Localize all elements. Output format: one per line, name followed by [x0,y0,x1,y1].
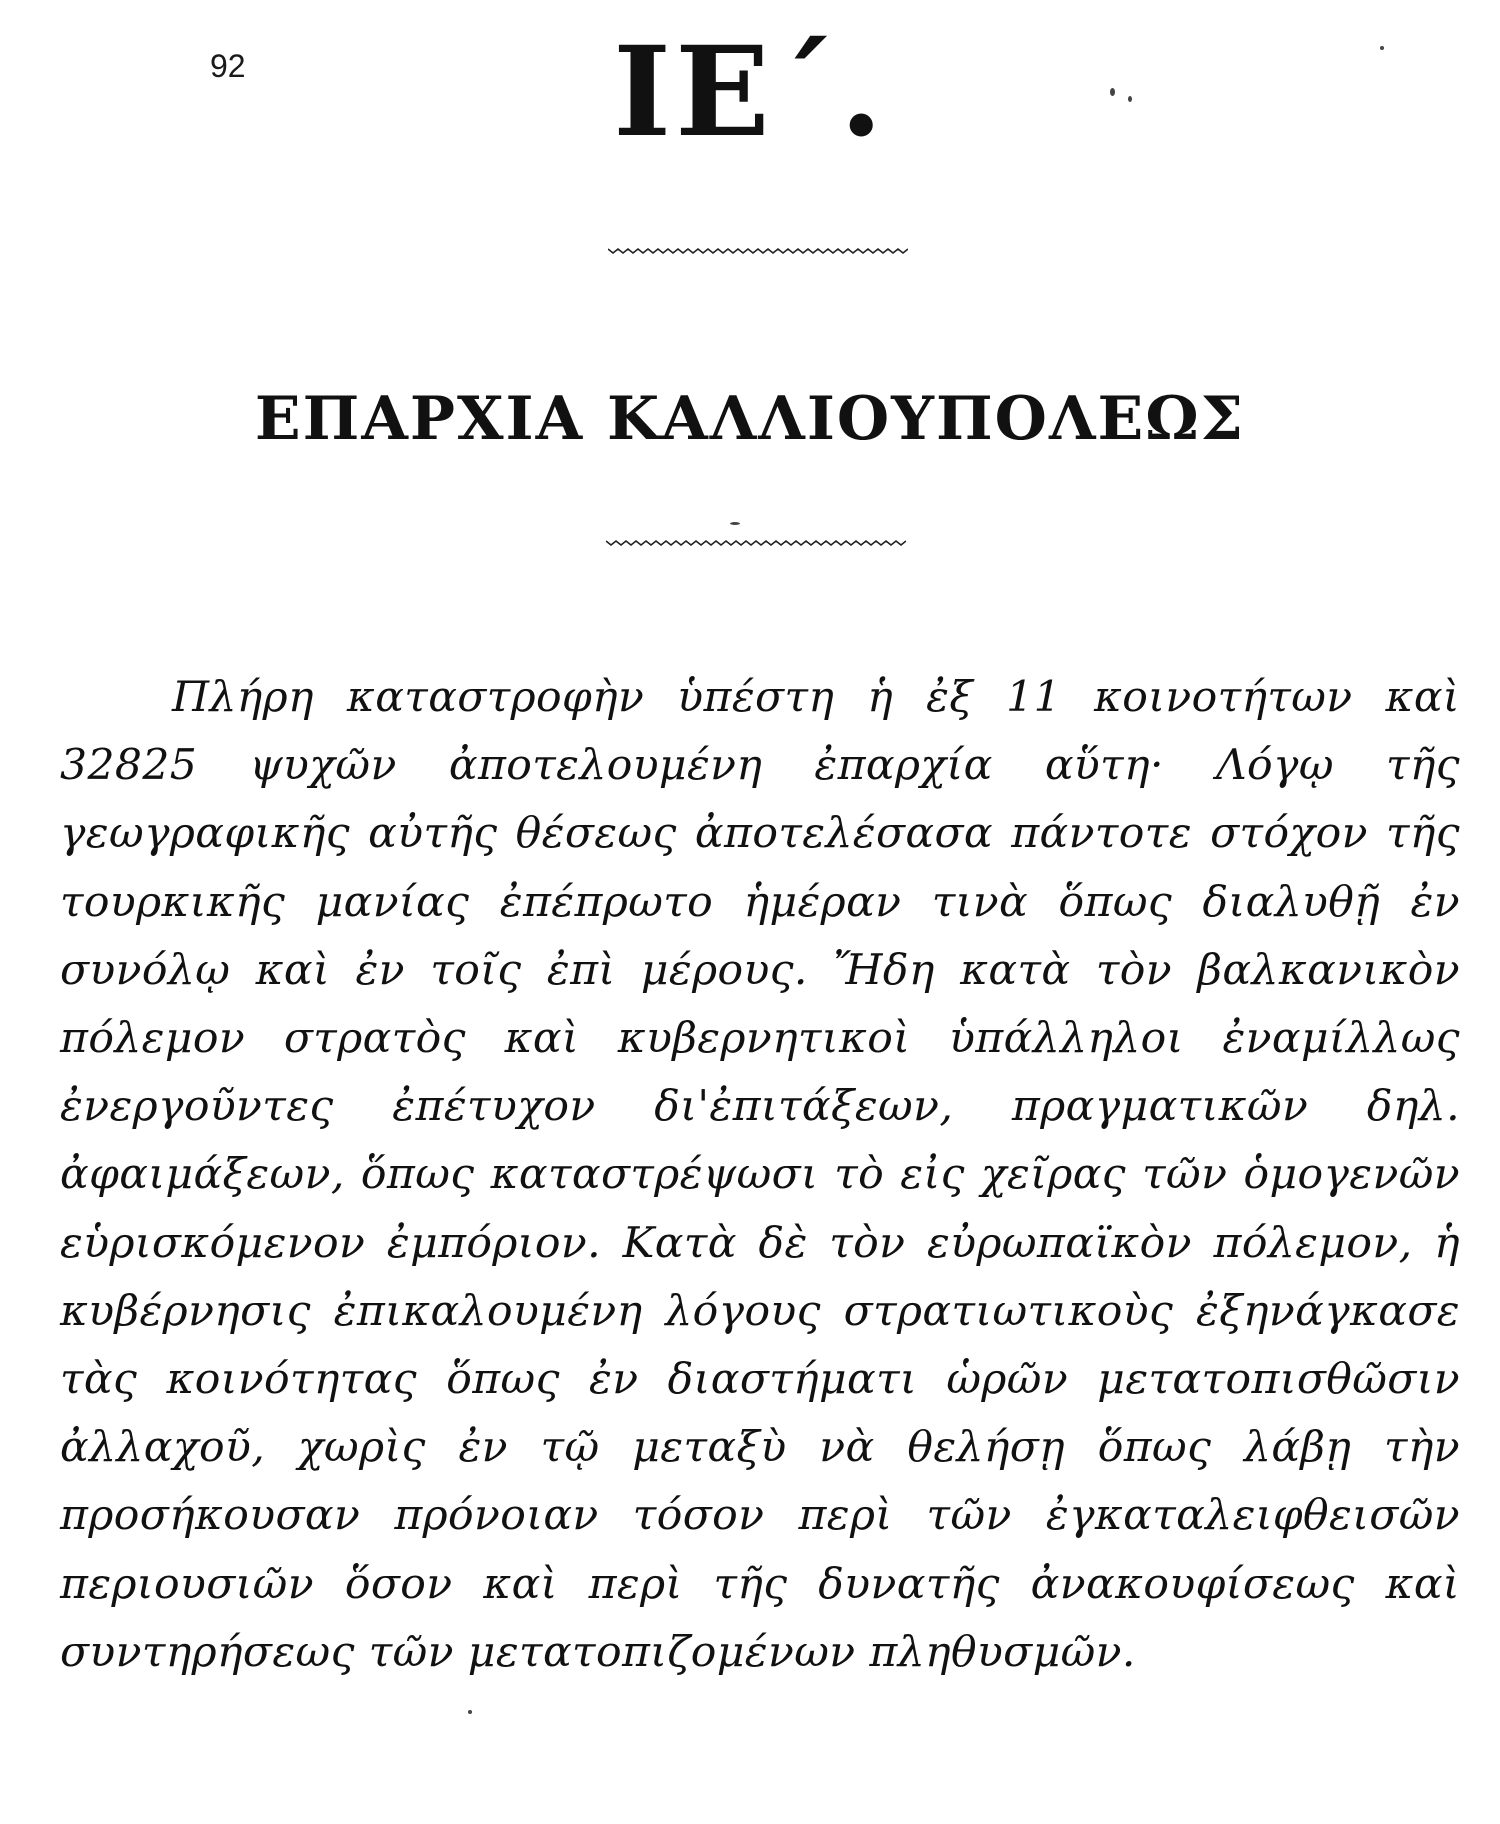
print-speck [1110,88,1115,96]
print-speck [730,522,740,525]
chapter-heading: ΙΕ΄. [613,20,887,165]
ornament-rule-bottom [606,538,906,548]
body-paragraph: Πλήρη καταστροφὴν ὑπέστη ἡ ἐξ 11 κοινοτήτων καὶ 32825 ψυχῶν ἀποτελουμένη ἐπαρχία αὕτη· Λόγῳ τῆς γεωγραφικῆς αὐτῆς θέσεως ἀποτελέσασα πάντοτε στόχον τῆς τουρκικῆς μανίας ἐπέπρωτο ἡμέραν τινὰ ὅπως διαλυθῇ ἐν συνόλῳ καὶ ἐν τοῖς ἐπὶ μέρους. Ἤδη κατὰ τὸν βαλκανικὸν πόλεμον στρατὸς καὶ κυβερνητικοὶ ὑπάλληλοι ἐναμίλλως ἐνεργοῦντες ἐπέτυχον δι'ἐπιτάξεων, πραγματικῶν δηλ. ἀφαιμάξεων, ὅπως καταστρέψωσι τὸ εἰς χεῖρας τῶν ὁμογενῶν εὑρισκόμενον ἐμπόριον. Κατὰ δὲ τὸν εὐρωπαϊκὸν πόλεμον, ἡ κυβέρνησις ἐπικαλουμένη λόγους στρατιωτικοὺς ἐξηνάγκασε τὰς κοινότητας ὅπως ἐν διαστήματι ὡρῶν μετατοπισθῶσιν ἀλλαχοῦ, χωρὶς ἐν τῷ μεταξὺ νὰ θελήσῃ ὅπως λάβῃ τὴν προσήκουσαν πρόνοιαν τόσον περὶ τῶν ἐγκαταλειφθεισῶν περιουσιῶν ὅσον καὶ περὶ τῆς δυνατῆς ἀνακουφίσεως καὶ συντηρήσεως τῶν μετατοπιζομένων πληθυσμῶν. [60,673,1460,1677]
page-number: 92 [210,48,246,84]
print-speck [468,1710,472,1714]
section-title: ΕΠΑΡΧΙΑ ΚΑΛΛΙΟΥΠΟΛΕΩΣ [254,384,1246,454]
print-speck [1128,96,1132,102]
print-speck [1380,46,1384,50]
ornament-rule-top [608,246,908,256]
